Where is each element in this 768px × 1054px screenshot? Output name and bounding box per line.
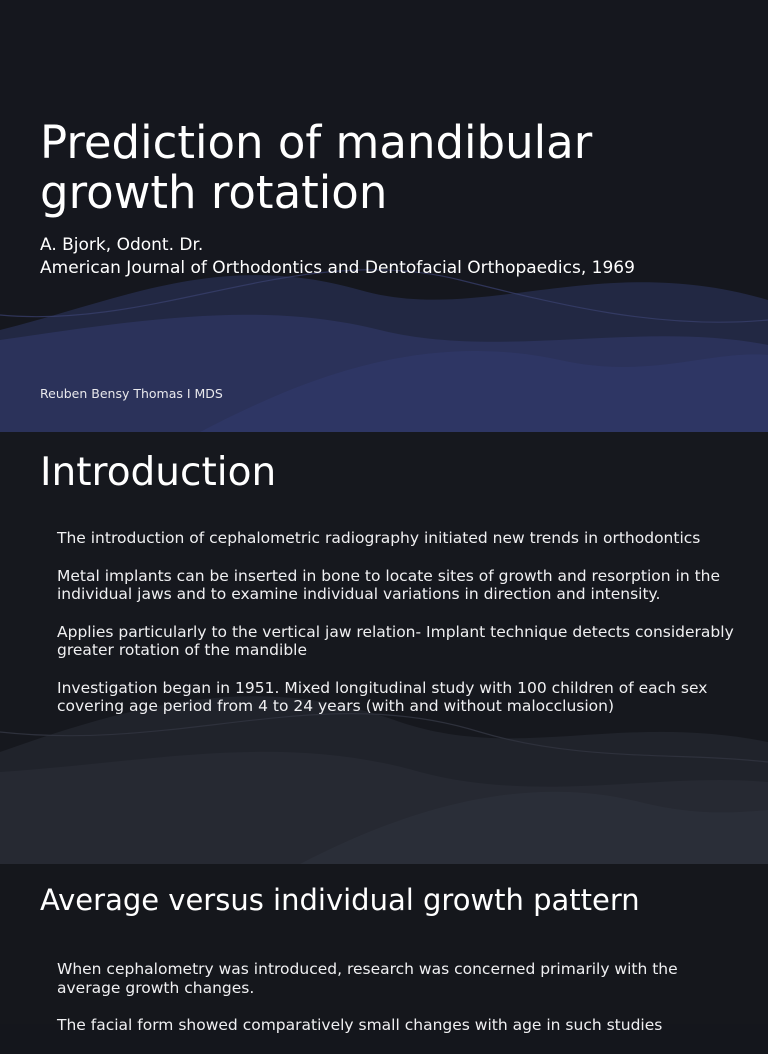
slide-title[interactable]	[0, 0, 768, 432]
list-item: The introduction of cephalometric radiography initiated new trends in orthodontics	[57, 529, 701, 547]
list-item: The facial form showed comparatively small changes with age in such studies	[57, 1016, 663, 1034]
slide-subtitle	[40, 234, 760, 280]
slide-title-text: Prediction of mandibular growth rotation	[40, 116, 593, 219]
presenter-name: Reuben Bensy Thomas I MDS	[40, 386, 223, 401]
slide-introduction[interactable]	[0, 432, 768, 864]
list-item: Investigation began in 1951. Mixed longitudinal study with 100 children of each sex covering age period from 4 to 24 years (with and without malocclusion)	[57, 678, 708, 715]
subtitle-author: A. Bjork, Odont. Dr.	[40, 235, 204, 255]
slide-growth-pattern[interactable]	[0, 864, 768, 1034]
slide-heading: Introduction	[40, 450, 277, 495]
subtitle-journal: American Journal of Orthodontics and Dentofacial Orthopaedics, 1969	[40, 258, 635, 278]
list-item: When cephalometry was introduced, research was concerned primarily with the average growth changes.	[57, 960, 678, 997]
bullet-list	[57, 529, 737, 735]
list-item: Metal implants can be inserted in bone to locate sites of growth and resorption in the individual jaws and to examine individual variations in direction and intensity.	[57, 566, 721, 603]
slide-heading: Average versus individual growth pattern	[40, 883, 640, 917]
bullet-list	[57, 960, 737, 1054]
list-item: Applies particularly to the vertical jaw relation- Implant technique detects considerably greater rotation of the mandible	[57, 622, 734, 659]
